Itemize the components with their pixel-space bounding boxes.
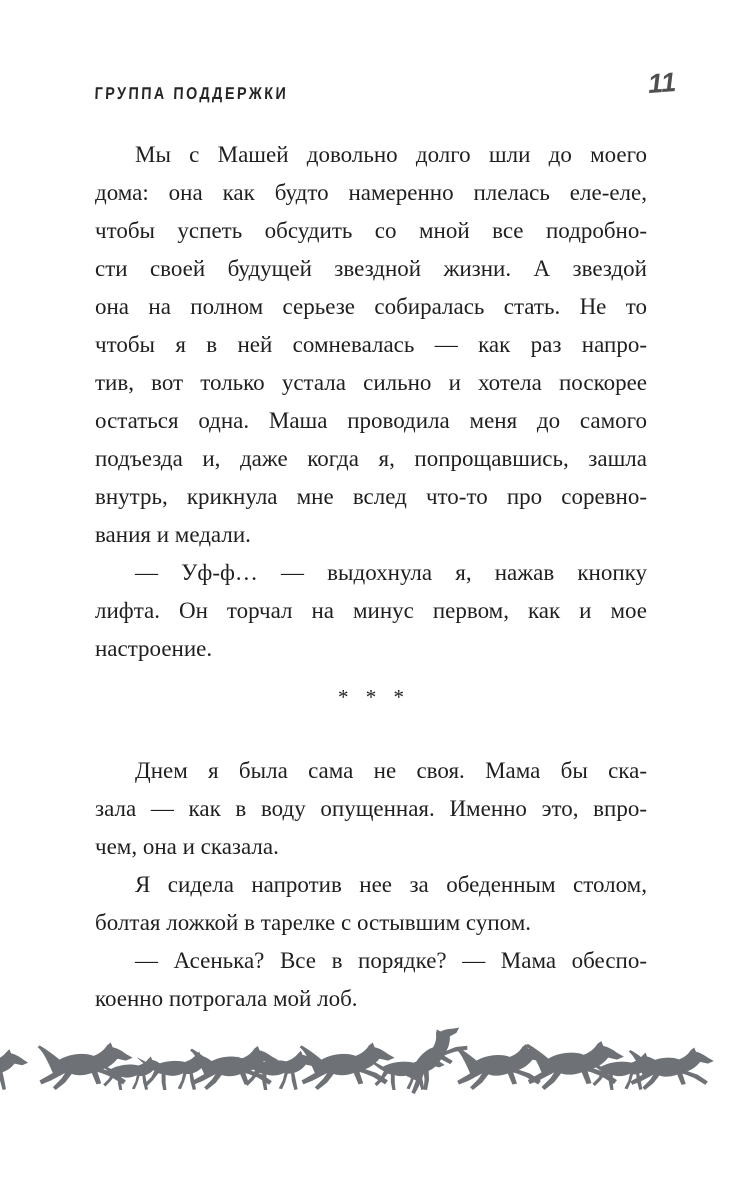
horse-icon: [629, 1047, 714, 1090]
paragraph: [95, 136, 647, 554]
text-line: коенно потрогала мой лоб.: [95, 986, 358, 1011]
text-line: остаться одна. Маша проводила меня до самого: [95, 408, 647, 433]
text-line: чтобы я в ней сомневалась — как раз напро-: [95, 332, 647, 357]
text-line: Днем я была сама не своя. Мама бы ска-: [135, 758, 647, 783]
text-line: чтобы успеть обсудить со мной все подробно-: [95, 218, 647, 243]
text-line: чем, она и сказала.: [95, 834, 279, 859]
text-line: настроение.: [95, 636, 213, 661]
text-line: внутрь, крикнула мне вслед что-то про соревно-: [95, 484, 647, 509]
page-number: 11: [646, 67, 677, 99]
paragraph: [95, 554, 647, 668]
section-separator: * * *: [338, 685, 404, 709]
paragraph: [95, 866, 647, 942]
text-line: болтая ложкой в тарелке с остывшим супом.: [95, 910, 532, 935]
text-line: Я сидела напротив нее за обеденным столом,: [135, 872, 647, 897]
text-line: дома: она как будто намеренно плелась еле-еле,: [95, 180, 647, 205]
paragraph: [95, 752, 647, 866]
horses-decoration: [0, 1002, 738, 1100]
text-line: зала — как в воду опущенная. Именно это, впро-: [95, 796, 647, 821]
text-line: — Асенька? Все в порядке? — Мама обеспо-: [135, 948, 647, 973]
text-line: сти своей будущей звездной жизни. А звездой: [95, 256, 647, 281]
body-text: [95, 136, 647, 1018]
text-line: — Уф-ф… — выдохнула я, нажав кнопку: [135, 560, 647, 585]
text-line: тив, вот только устала сильно и хотела поскорее: [95, 370, 647, 395]
text-line: вания и медали.: [95, 522, 251, 547]
text-line: лифта. Он торчал на минус первом, как и мое: [95, 598, 647, 623]
running-title: ГРУППА ПОДДЕРЖКИ: [94, 84, 289, 103]
text-line: подъезда и, даже когда я, попрощавшись, зашла: [95, 446, 647, 471]
text-line: Мы с Машей довольно долго шли до моего: [135, 142, 647, 167]
text-line: она на полном серьезе собиралась стать. Не то: [95, 294, 647, 319]
horse-icon: [0, 1049, 28, 1090]
